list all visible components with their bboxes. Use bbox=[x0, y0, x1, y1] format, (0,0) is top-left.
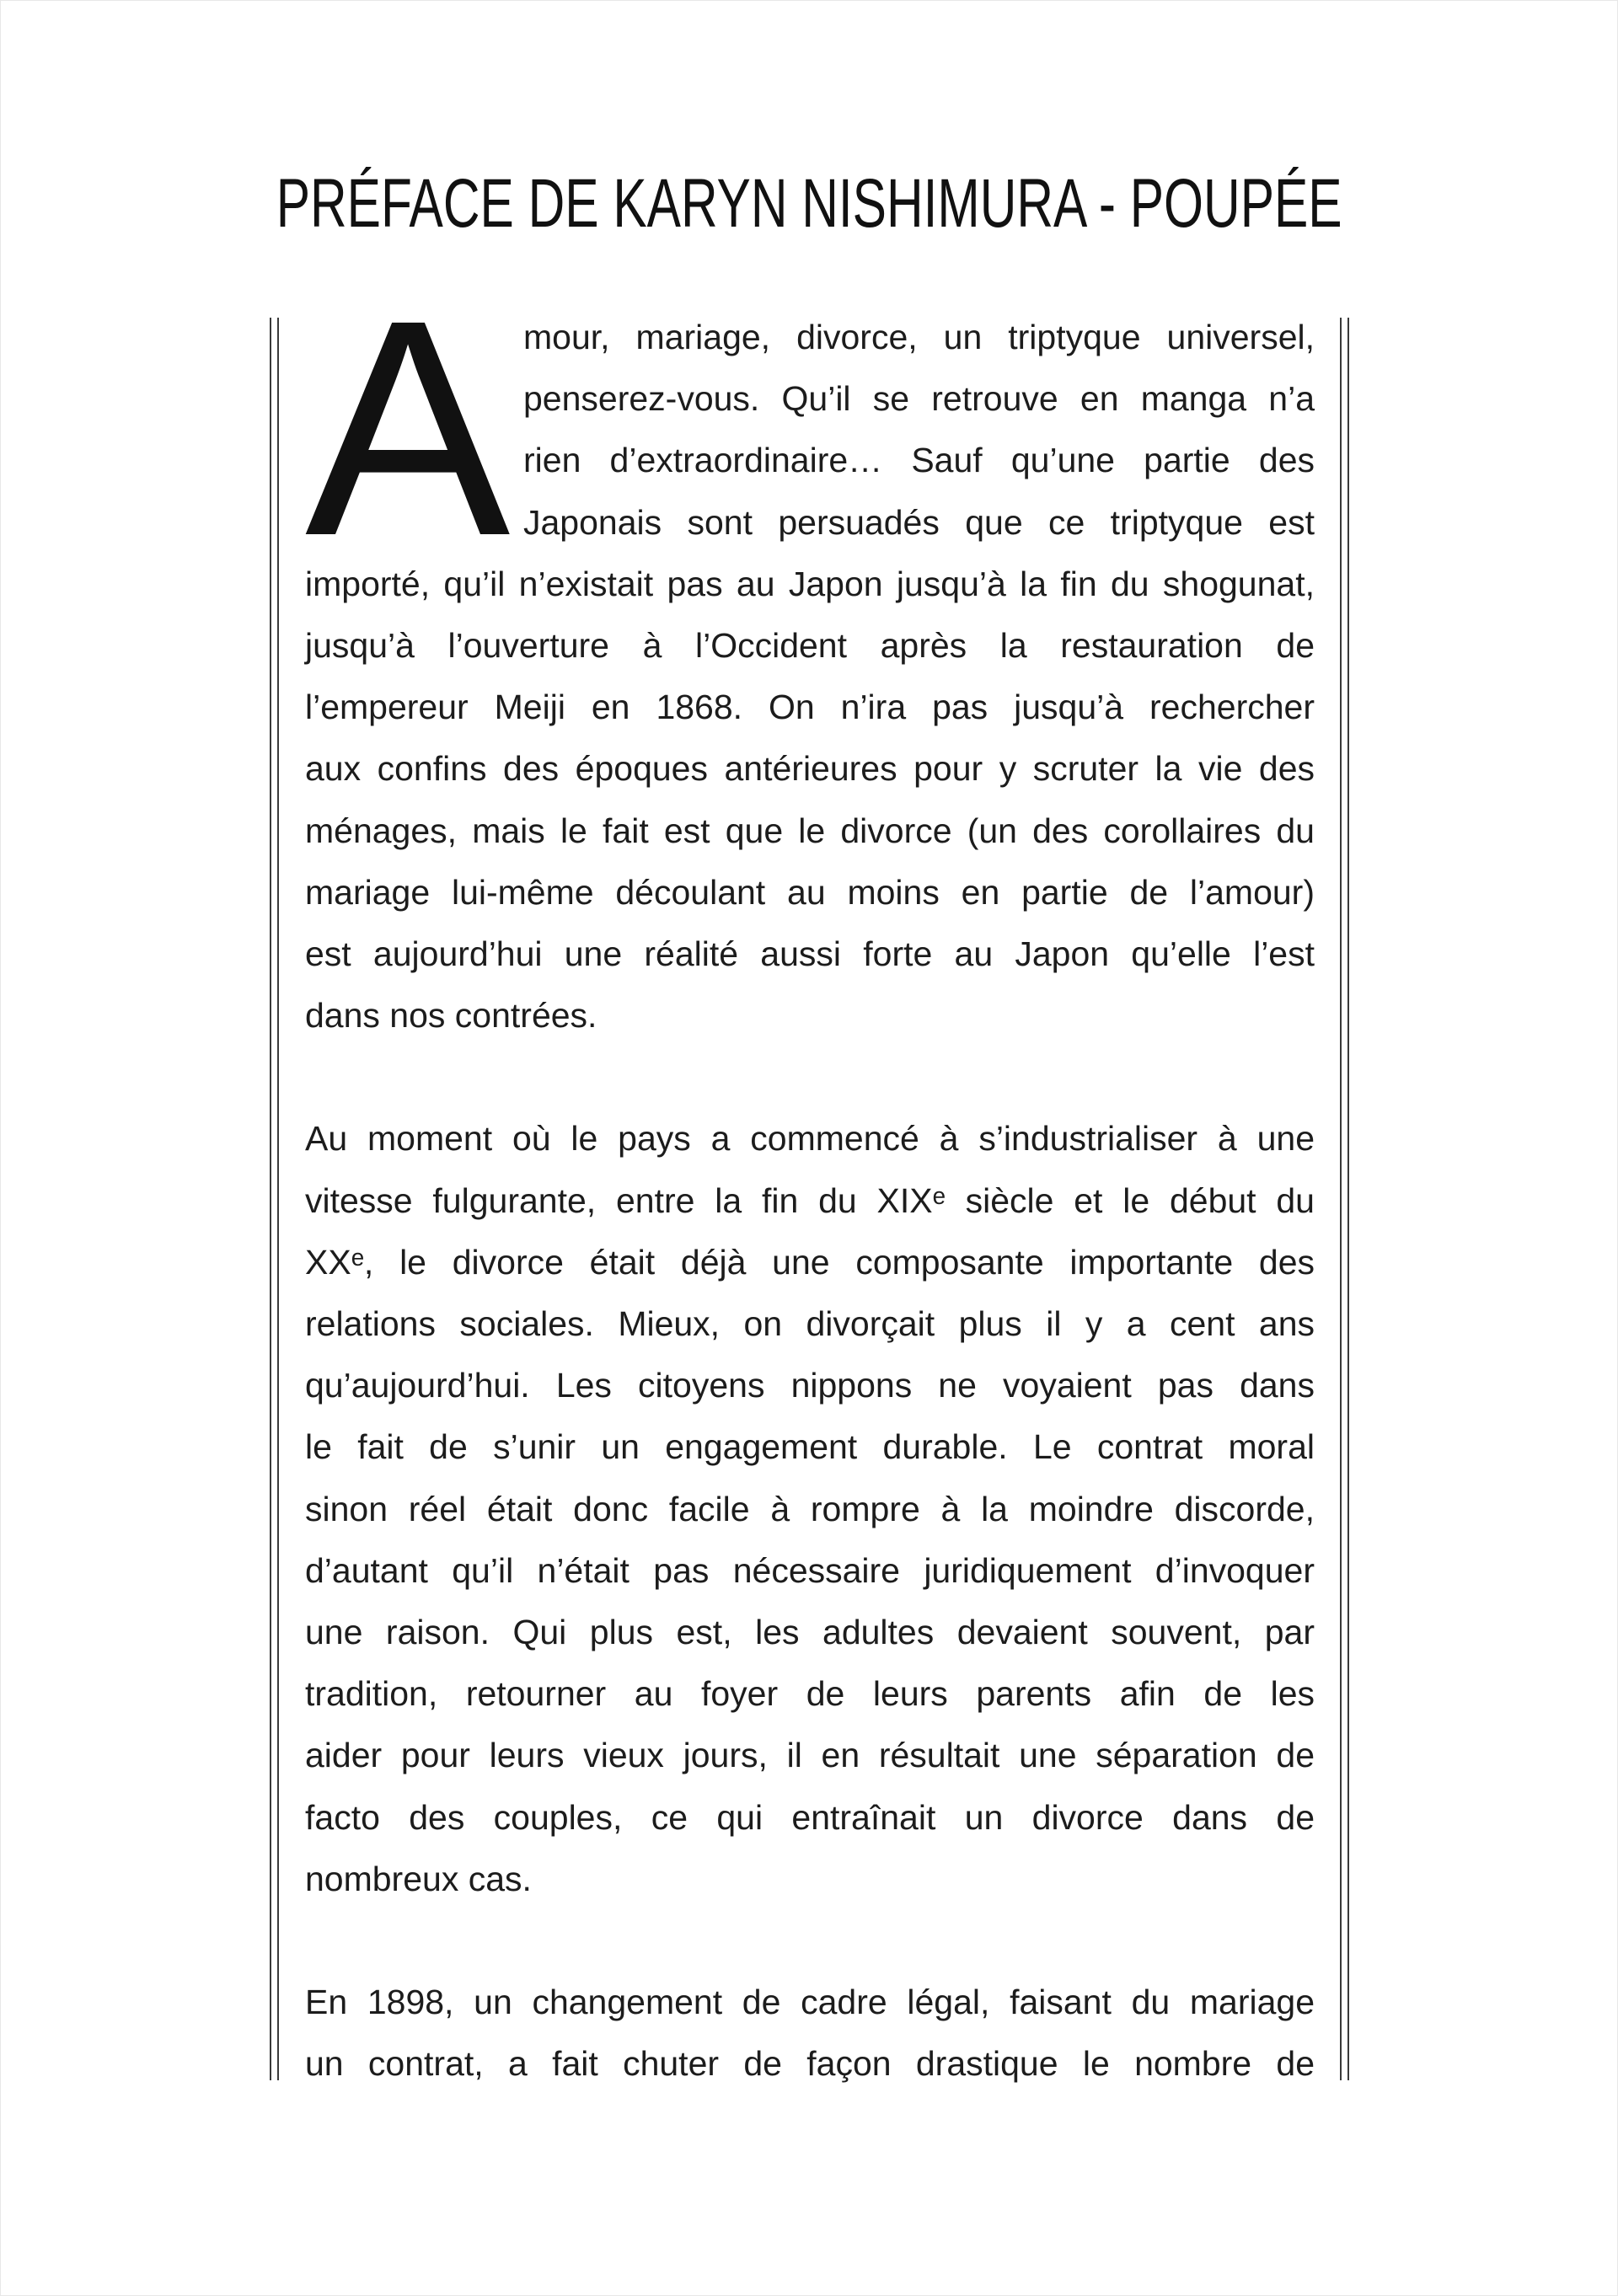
text-line: ménages, mais le fait est que le divorce (un des corollaires du bbox=[305, 811, 1315, 850]
text-line: mour, mariage, divorce, un triptyque universel, bbox=[523, 318, 1315, 356]
text-line: importé, qu’il n’existait pas au Japon jusqu’à la fin du shogunat, bbox=[305, 564, 1315, 603]
text-line: vitesse fulgurante, entre la fin du XIXᵉ siècle et le début du bbox=[305, 1180, 1315, 1220]
text-line: Japonais sont persuadés que ce triptyque est bbox=[523, 502, 1315, 542]
text-line: mariage lui-même découlant au moins en partie de l’amour) bbox=[305, 872, 1315, 912]
frame-left-inner-rule bbox=[277, 318, 279, 2080]
paragraph-3 bbox=[305, 1972, 1315, 2095]
text-line: le fait de s’unir un engagement durable. Le contrat moral bbox=[305, 1427, 1315, 1467]
page-title-container bbox=[0, 165, 1618, 242]
text-line: dans nos contrées. bbox=[305, 996, 597, 1036]
text-line: Au moment où le pays a commencé à s’industrialiser à une bbox=[305, 1119, 1315, 1159]
text-line: penserez-vous. Qu’il se retrouve en manga n’a bbox=[523, 379, 1315, 419]
text-line: nombreux cas. bbox=[305, 1859, 532, 1898]
text-line: qu’aujourd’hui. Les citoyens nippons ne voyaient pas dans bbox=[305, 1366, 1315, 1405]
text-line: relations sociales. Mieux, on divorçait plus il y a cent ans bbox=[305, 1304, 1315, 1343]
frame-left-outer-rule bbox=[270, 318, 271, 2080]
text-line: aux confins des époques antérieures pour y scruter la vie des bbox=[305, 749, 1315, 789]
text-line: est aujourd’hui une réalité aussi forte au Japon qu’elle l’est bbox=[305, 934, 1315, 973]
text-line: facto des couples, ce qui entraînait un divorce dans de bbox=[305, 1797, 1315, 1837]
page-title: PRÉFACE DE KARYN NISHIMURA - POUPÉE bbox=[276, 165, 1342, 242]
text-line: d’autant qu’il n’était pas nécessaire juridiquement d’invoquer bbox=[305, 1550, 1315, 1590]
text-line: sinon réel était donc facile à rompre à la moindre discorde, bbox=[305, 1489, 1315, 1528]
text-line: aider pour leurs vieux jours, il en résultait une séparation de bbox=[305, 1736, 1315, 1775]
text-line: rien d’extraordinaire… Sauf qu’une partie des bbox=[523, 441, 1315, 480]
text-line: l’empereur Meiji en 1868. On n’ira pas jusqu’à rechercher bbox=[305, 688, 1315, 727]
text-line: jusqu’à l’ouverture à l’Occident après la restauration de bbox=[305, 625, 1315, 665]
body-text bbox=[305, 257, 1315, 2157]
paragraph-2 bbox=[305, 1108, 1315, 1909]
frame-right-outer-rule bbox=[1347, 318, 1349, 2080]
text-line: une raison. Qui plus est, les adultes devaient souvent, par bbox=[305, 1612, 1315, 1651]
text-line: XXᵉ, le divorce était déjà une composante importante des bbox=[305, 1242, 1315, 1282]
text-line: tradition, retourner au foyer de leurs parents afin de les bbox=[305, 1674, 1315, 1714]
text-line: un contrat, a fait chuter de façon drastique le nombre de bbox=[305, 2044, 1315, 2084]
text-line: En 1898, un changement de cadre légal, faisant du mariage bbox=[305, 1983, 1315, 2022]
drop-cap: A bbox=[305, 257, 511, 600]
frame-right-inner-rule bbox=[1340, 318, 1342, 2080]
